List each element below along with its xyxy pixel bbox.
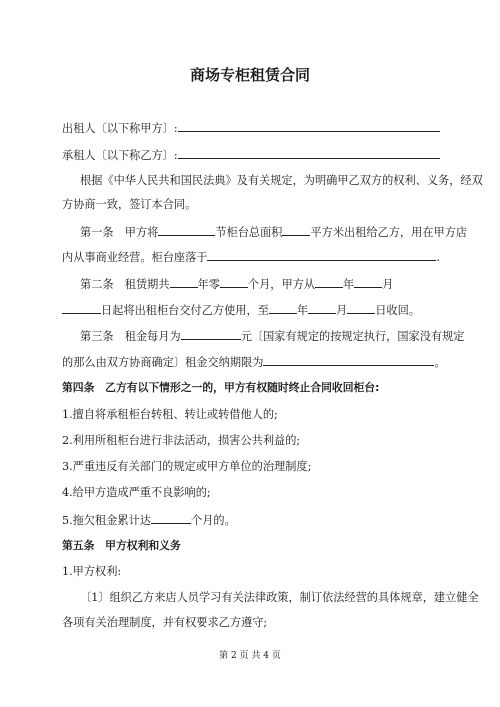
article-2-text-i: 日收回。 — [375, 304, 420, 317]
intro-line-1: 根据《中华人民共和国民法典》及有关规定，为明确甲乙双方的权利、义务，经双 — [80, 174, 483, 187]
article-2-text-b: 年零 — [197, 278, 220, 291]
article-2-text-a: 第二条 租赁期共 — [80, 278, 170, 291]
location-blank — [207, 249, 436, 261]
article-2-text-d: 年 — [343, 278, 355, 291]
article-4-item-5-text-b: 个月的。 — [191, 514, 236, 527]
party-a-blank — [178, 120, 440, 132]
party-b-line — [62, 147, 442, 163]
article-1-line-1 — [80, 224, 468, 240]
overdue-months-blank — [151, 512, 191, 524]
article-3-line-1 — [80, 328, 465, 344]
party-b-label: 承租人〔以下称乙方〕: — [62, 149, 178, 162]
article-2-line-1 — [80, 276, 460, 292]
article-1-text-a: 第一条 甲方将 — [80, 226, 159, 239]
article-4-item-5 — [62, 512, 442, 528]
party-a-line — [62, 120, 442, 136]
article-1-line-2 — [62, 249, 442, 265]
article-5-para-line-2: 各项有关治理制度，并有权要求乙方遵守; — [62, 616, 268, 629]
article-4-item-1: 1.擅自将承租柜台转租、转让或转借他人的; — [62, 408, 278, 421]
area-blank — [282, 224, 310, 236]
article-1-end: . — [436, 251, 441, 264]
counter-count-blank — [158, 224, 215, 236]
payment-deadline-blank — [263, 354, 434, 366]
article-3-text-c: 的那么由双方协商确定〕租金交纳期限为 — [62, 356, 264, 369]
article-2-text-f: 日起将出租柜台交付乙方使用，至 — [101, 304, 269, 317]
article-1-text-d: 内从事商业经营。柜台座落于 — [62, 251, 208, 264]
article-2-text-c: 个月，甲方从 — [247, 278, 316, 291]
page-number-footer: 第 2 页 共 4 页 — [219, 651, 281, 661]
end-year-blank — [269, 302, 297, 314]
article-1-text-c: 平方米出租给乙方，用在甲方店 — [310, 226, 468, 239]
end-day-blank — [347, 302, 375, 314]
article-4-item-5-text-a: 5.拖欠租金累计达 — [62, 514, 151, 527]
article-1-text-b: 节柜台总面积 — [215, 226, 283, 239]
start-day-blank — [62, 302, 101, 314]
article-4-item-4: 4.给甲方造成严重不良影响的; — [62, 486, 211, 499]
monthly-rent-blank — [181, 328, 241, 340]
party-b-blank — [178, 147, 440, 159]
end-month-blank — [308, 302, 336, 314]
intro-line-2: 方协商一致，签订本合同。 — [62, 198, 197, 211]
party-a-label: 出租人〔以下称甲方〕: — [62, 122, 178, 135]
years-blank — [170, 276, 198, 288]
article-2-text-h: 月 — [336, 304, 348, 317]
contract-title: 商场专柜租赁合同 — [189, 66, 310, 84]
article-5-subheading: 1.甲方权利: — [62, 565, 122, 578]
article-5-para-line-1: 〔1〕组织乙方来店人员学习有关法律政策，制订依法经营的具体规章，建立健全 — [80, 591, 479, 604]
article-4-item-3: 3.严重违反有关部门的规定或甲方单位的治理制度; — [62, 460, 312, 473]
article-3-text-a: 第三条 租金每月为 — [80, 330, 181, 343]
article-4-heading: 第四条 乙方有以下情形之一的，甲方有权随时终止合同收回柜台: — [62, 381, 380, 394]
article-3-text-d: 。 — [434, 356, 446, 369]
article-2-text-g: 年 — [296, 304, 309, 317]
start-month-blank — [354, 276, 382, 288]
article-3-text-b: 元〔国家有规定的按规定执行，国家没有规定 — [240, 330, 465, 343]
article-5-heading: 第五条 甲方权利和义务 — [62, 539, 181, 552]
article-3-line-2 — [62, 354, 446, 370]
article-2-text-e: 月 — [382, 278, 394, 291]
article-4-item-2: 2.利用所租柜台进行非法活动，损害公共利益的; — [62, 434, 301, 447]
article-2-line-2 — [62, 302, 442, 318]
months-blank — [220, 276, 248, 288]
start-year-blank — [315, 276, 343, 288]
